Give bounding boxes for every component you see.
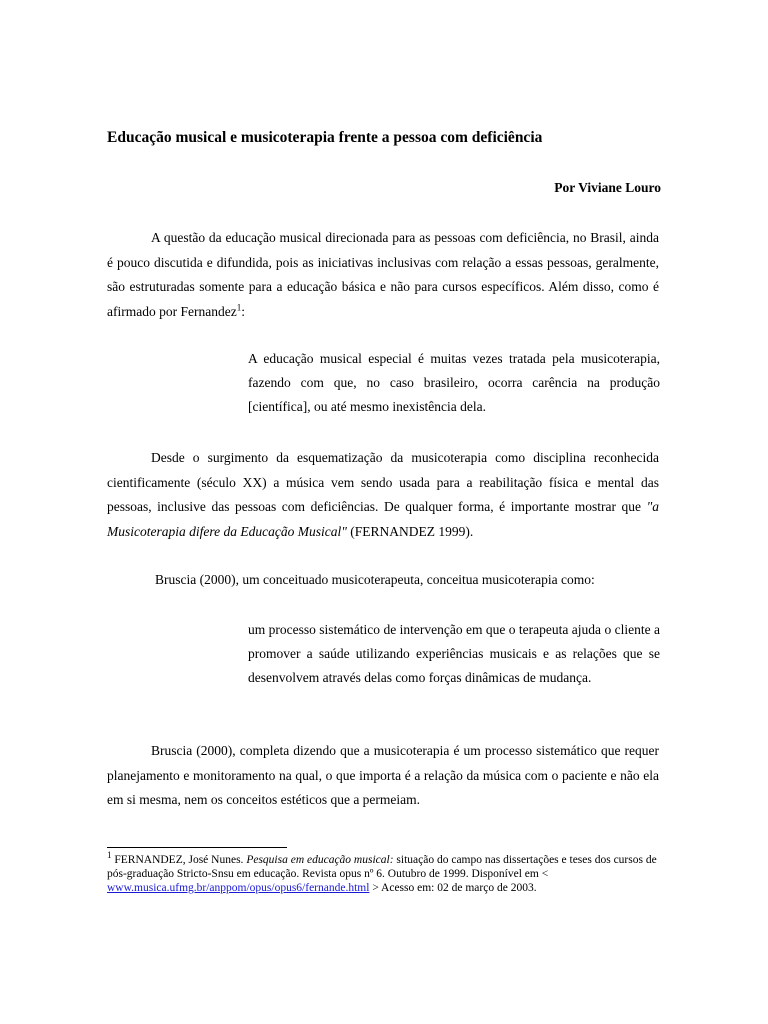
block-quote-2: um processo sistemático de intervenção em que o terapeuta ajuda o cliente a promover a saúde utilizando experiências musicais e as relações que se desenvolvem através delas como forças dinâmicas de mudança.: [248, 622, 660, 685]
footnote-ref-1: 1: [236, 302, 242, 312]
paragraph-3: Bruscia (2000), um conceituado musicoterapeuta, conceitua musicoterapia como:: [155, 572, 595, 587]
paragraph-1: [107, 226, 659, 324]
document-author: Por Viviane Louro: [554, 180, 661, 195]
footnote-details: situação do campo nas dissertações e teses dos cursos de pós-graduação Stricto-Snsu em educação. Revista opus nº 6. Outubro de 1999. Disponível em <: [107, 854, 657, 880]
paragraph-1-text: A questão da educação musical direcionada para as pessoas com deficiência, no Brasil, ainda é pouco discutida e difundida, pois as iniciativas inclusivas com relação a essas pessoas, geralmente, são estruturadas somente para a educação básica e não para cursos específicos. Além disso, como é afirmado por Fernandez: [107, 230, 659, 319]
paragraph-2-citation: (FERNANDEZ 1999).: [346, 523, 474, 539]
paragraph-2-text: Desde o surgimento da esquematização da musicoterapia como disciplina reconhecida cientificamente (século XX) a música vem sendo usada para a reabilitação física e mental das pessoas, inclusive das pessoas com deficiências. De qualquer forma, é importante mostrar que: [107, 450, 659, 514]
footnote-separator: [107, 847, 287, 848]
document-title: Educação musical e musicoterapia frente a pessoa com deficiência: [107, 129, 543, 146]
block-quote-1: A educação musical especial é muitas vezes tratada pela musicoterapia, fazendo com que, no caso brasileiro, ocorra carência na produção [científica], ou até mesmo inexistência dela.: [248, 351, 660, 414]
footnote-title: Pesquisa em educação musical:: [246, 854, 394, 866]
paragraph-4: [107, 739, 659, 813]
footnote-link[interactable]: www.musica.ufmg.br/anppom/opus/opus6/fernande.html: [107, 882, 370, 894]
footnote-access: > Acesso em: 02 de março de 2003.: [369, 882, 537, 894]
paragraph-2-italic-quote: "a Musicoterapia difere da Educação Musical": [107, 499, 659, 539]
footnote-author: FERNANDEZ, José Nunes.: [111, 854, 247, 866]
footnote-1: [107, 850, 667, 895]
paragraph-1-tail: :: [241, 303, 245, 319]
paragraph-4-text: Bruscia (2000), completa dizendo que a musicoterapia é um processo sistemático que requer planejamento e monitoramento na qual, o que importa é a relação da música com o paciente e não ela em si mesma, nem os conceitos estéticos que a permeiam.: [107, 743, 659, 807]
paragraph-2: [107, 446, 659, 544]
footnote-number: 1: [107, 850, 112, 861]
